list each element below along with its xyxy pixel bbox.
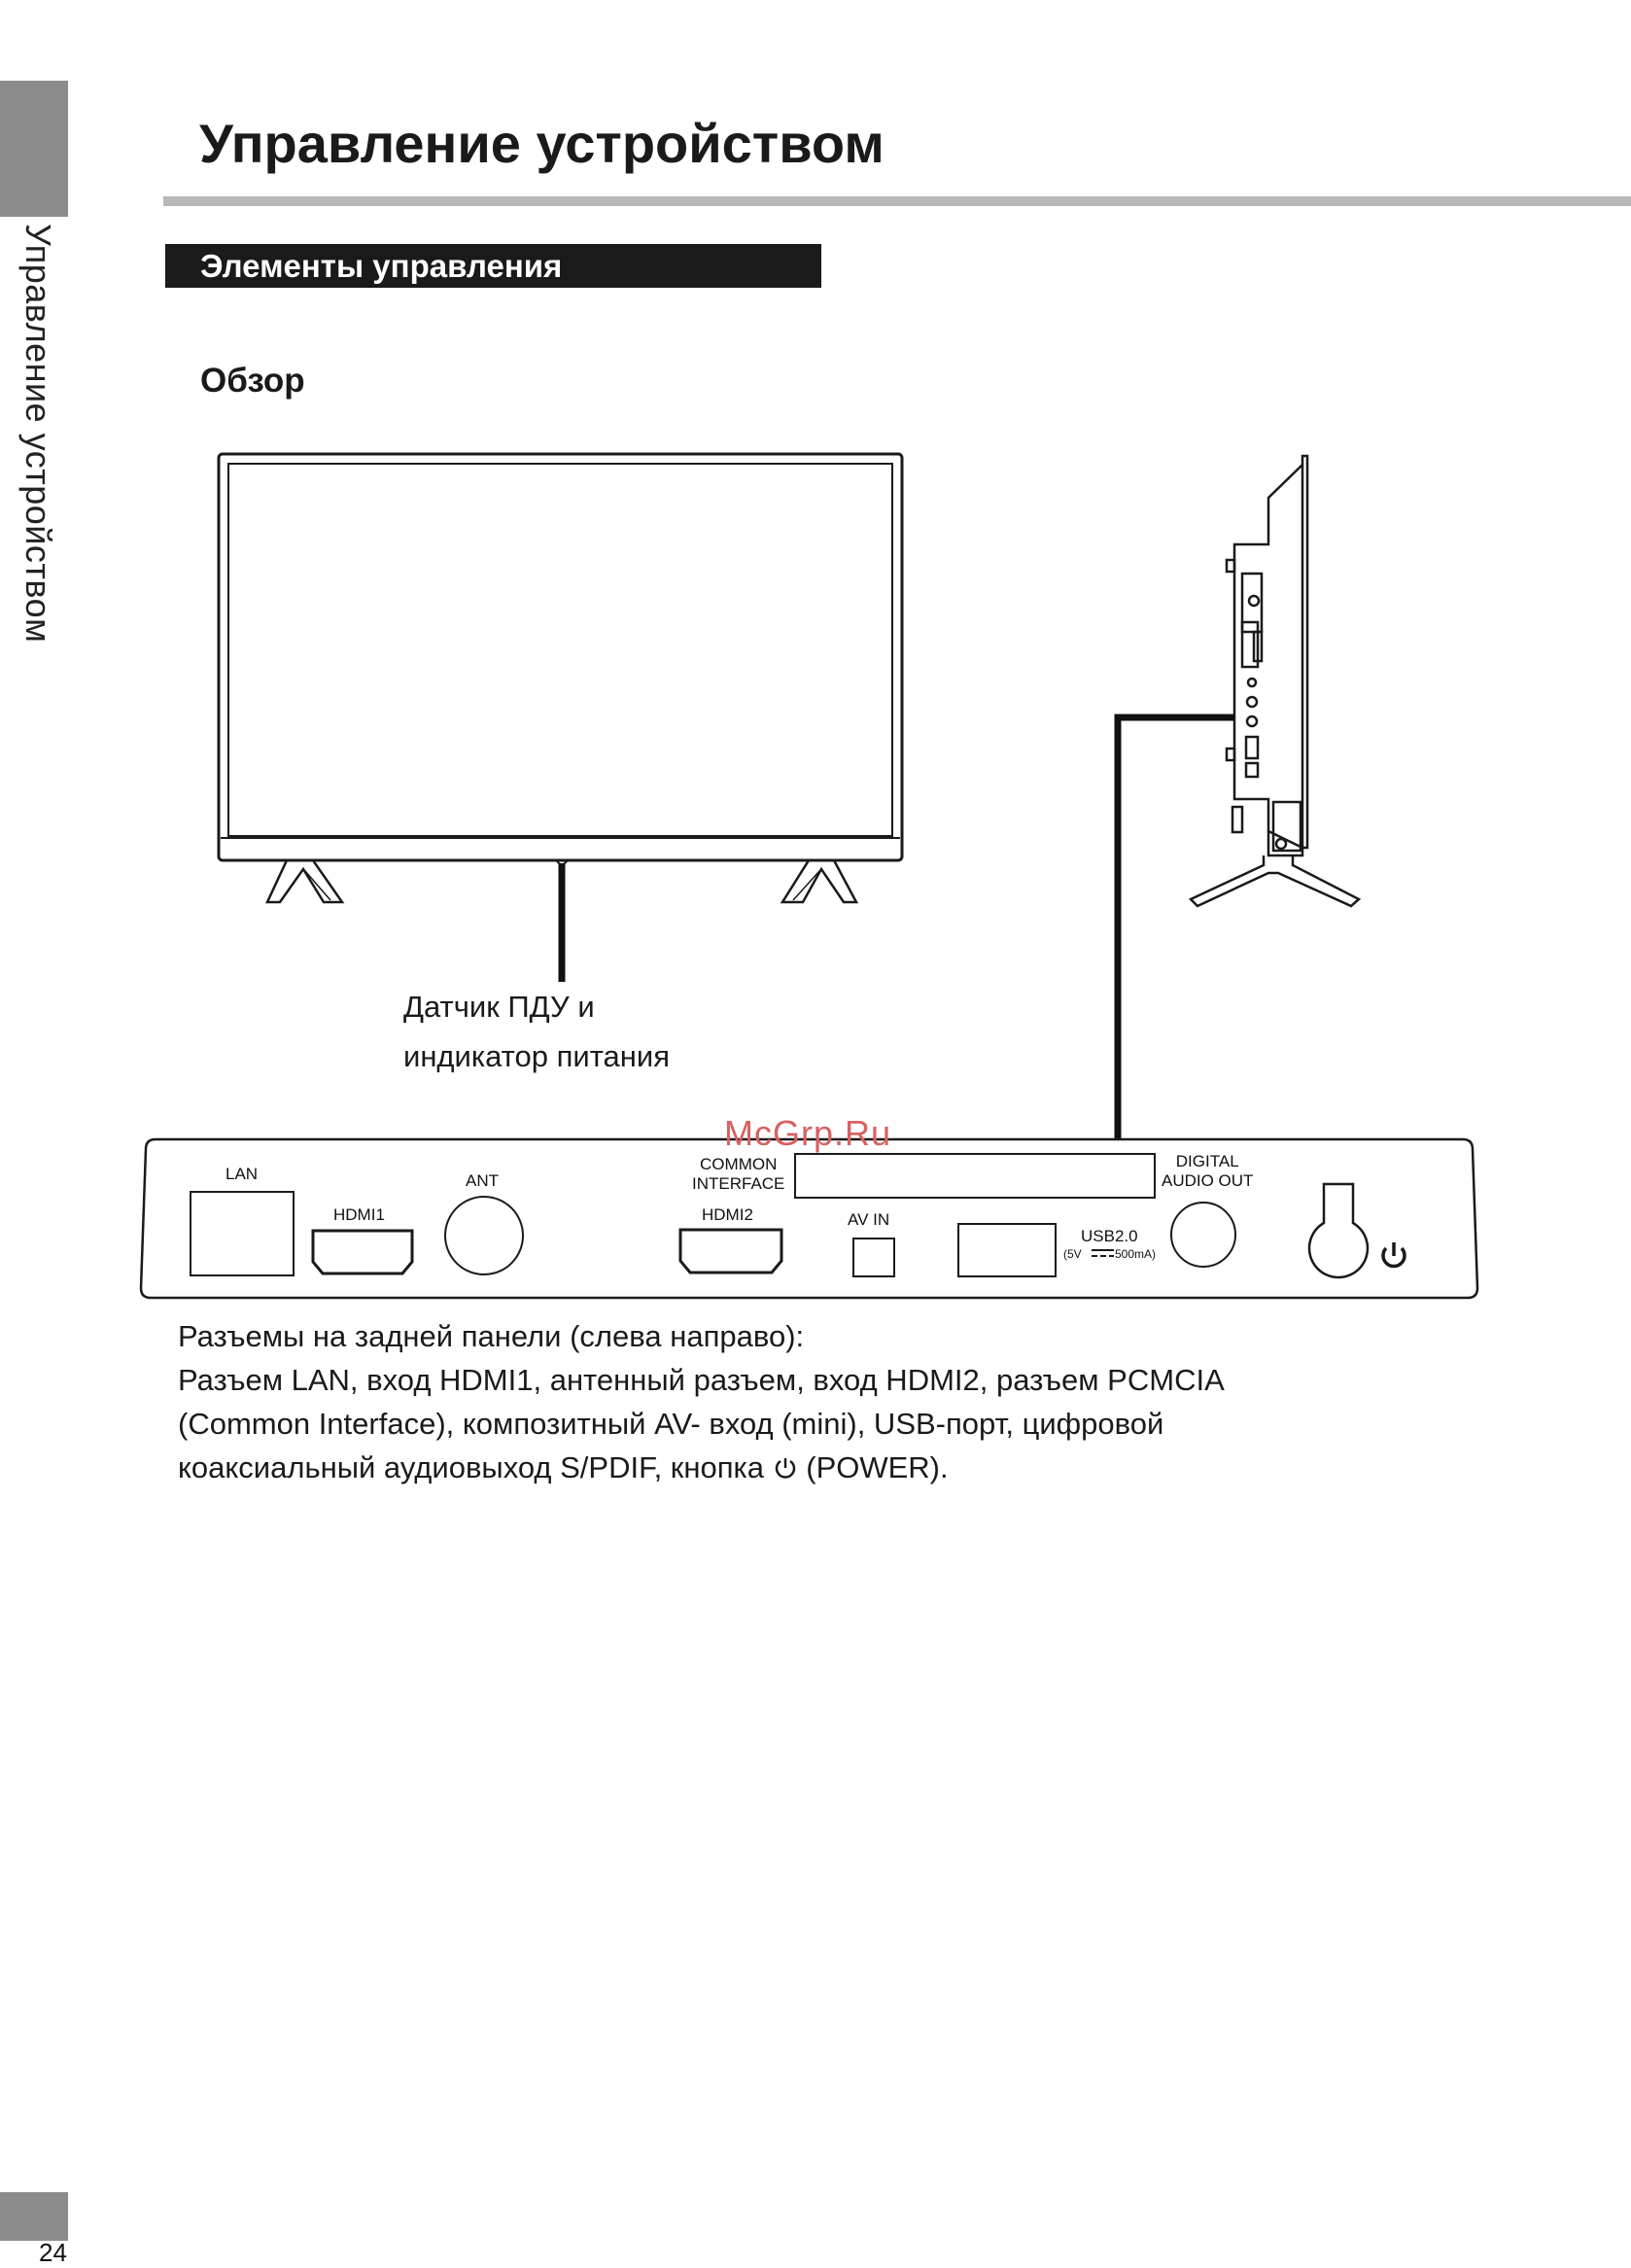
- sidebar-chapter-title: Управление устройством: [18, 224, 58, 644]
- rear-panel-description: Разъемы на задней панели (слева направо): Разъем LAN, вход HDMI1, антенный разъем, вход HDMI2, разъем PCMCIA (Common Interface), композитный AV- вход (mini), USB-порт, цифровой коаксиальный аудиовыход S/PDIF, кнопка (POWER).: [178, 1314, 1344, 1489]
- usb-port: [958, 1224, 1056, 1276]
- digital-audio-port: [1171, 1203, 1235, 1267]
- av-in-port: [853, 1239, 894, 1276]
- power-icon: [773, 1455, 798, 1481]
- power-icon: [1383, 1242, 1405, 1267]
- page-number: 24: [39, 2238, 67, 2267]
- common-interface-slot: [795, 1154, 1155, 1198]
- power-button: [1309, 1184, 1368, 1277]
- ant-label: ANT: [466, 1171, 499, 1190]
- hdmi2-label: HDMI2: [702, 1205, 753, 1224]
- section-header: Элементы управления: [165, 244, 821, 288]
- lan-label: LAN: [226, 1165, 259, 1183]
- watermark: McGrp.Ru: [724, 1113, 892, 1153]
- av-in-label: AV IN: [848, 1210, 890, 1229]
- hdmi2-port: [680, 1230, 781, 1273]
- common-interface-label: COMMON INTERFACE: [692, 1155, 785, 1193]
- tv-side-view: [1191, 456, 1359, 906]
- side-tab-marker-bottom: [0, 2192, 68, 2241]
- hdmi1-port: [313, 1231, 412, 1274]
- lan-port: [191, 1192, 294, 1275]
- description-line-4: коаксиальный аудиовыход S/PDIF, кнопка (POWER).: [178, 1450, 949, 1484]
- digital-audio-label: DIGITAL AUDIO OUT: [1162, 1152, 1254, 1190]
- hdmi1-label: HDMI1: [333, 1205, 385, 1224]
- sensor-label: Датчик ПДУ и индикатор питания: [403, 990, 671, 1073]
- usb-spec-right: 500mA): [1115, 1247, 1157, 1261]
- overview-heading: Обзор: [200, 362, 305, 400]
- ant-port: [445, 1197, 523, 1274]
- tv-front-view: [219, 454, 902, 902]
- usb-label: USB2.0: [1081, 1227, 1138, 1245]
- page-title: Управление устройством: [199, 113, 885, 174]
- usb-spec-left: (5V: [1063, 1247, 1082, 1261]
